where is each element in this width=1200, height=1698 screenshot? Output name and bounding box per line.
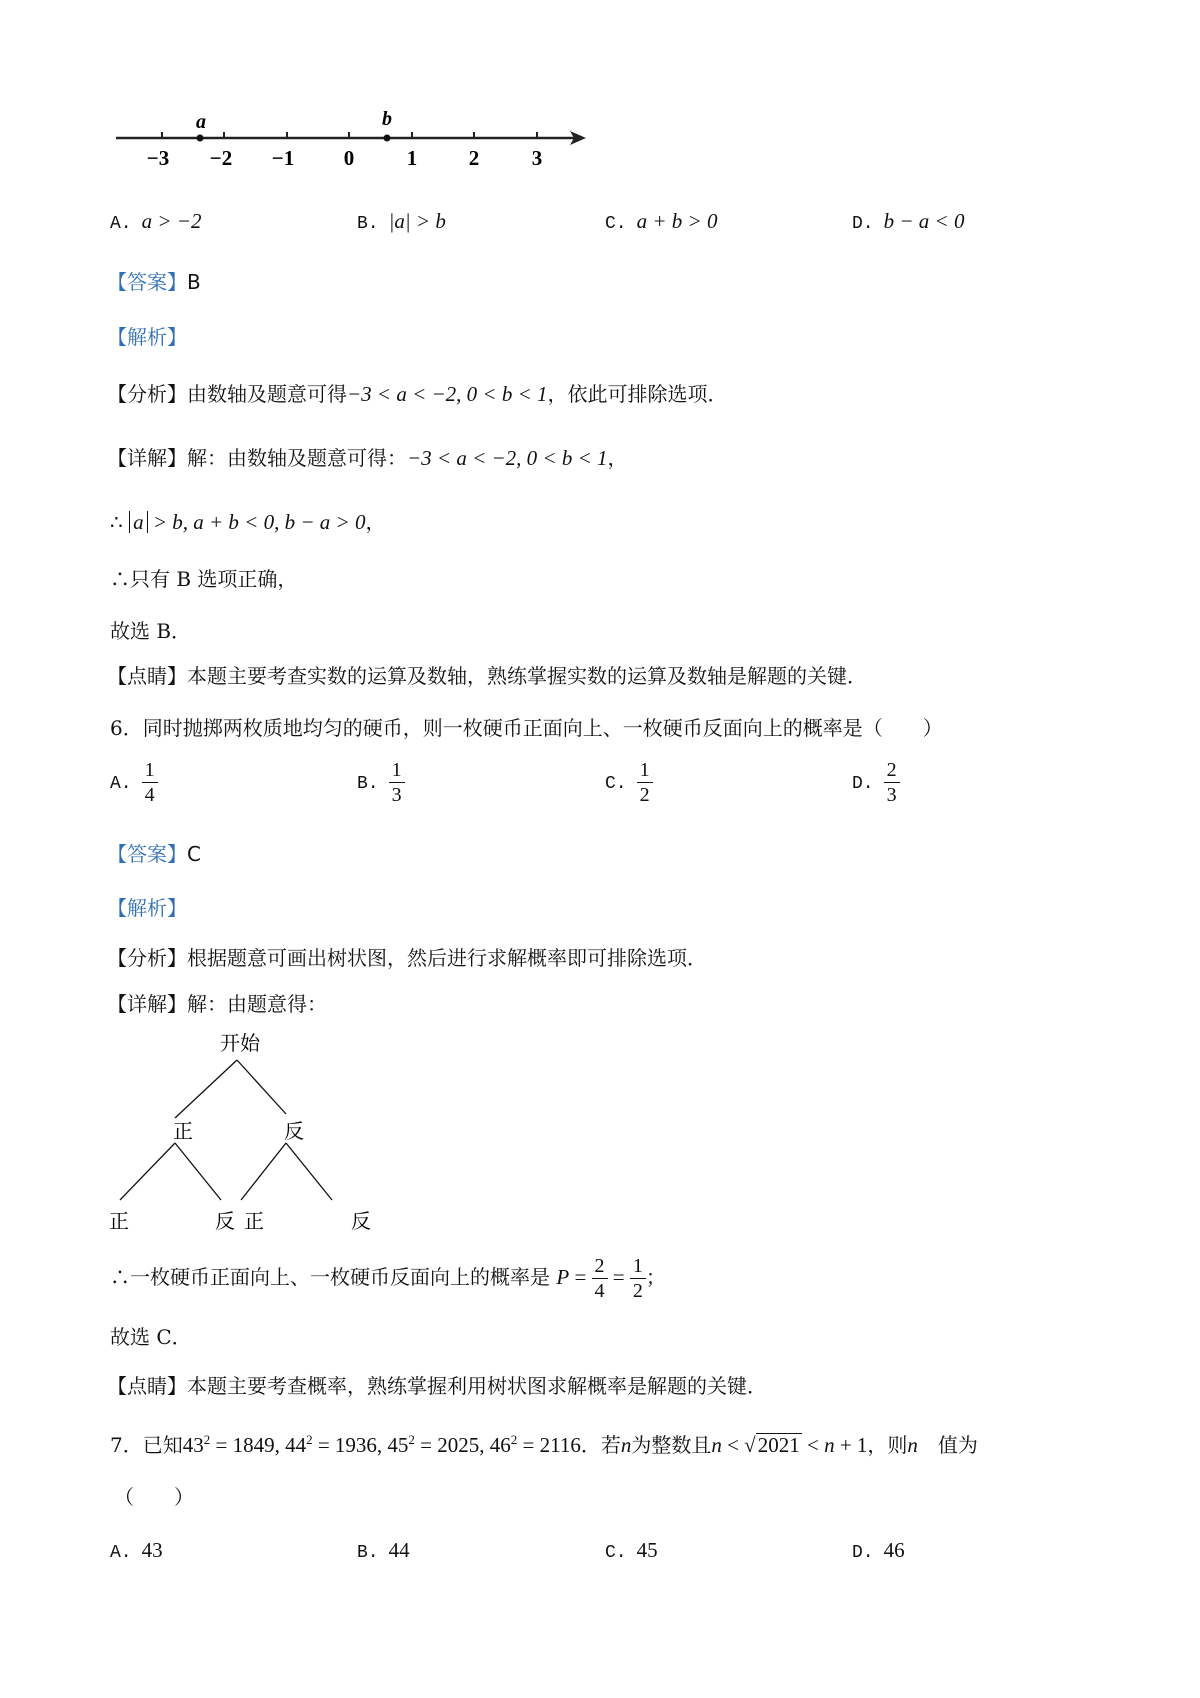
tick-label: 1 [406, 146, 418, 170]
tree-leaf: 反 [351, 1211, 371, 1233]
q6-option-c: C. $\frac{1}{2}$ [605, 758, 653, 807]
q7-paren: （ ） [114, 1485, 194, 1509]
point-a [197, 135, 204, 142]
point-b-label: b [382, 110, 392, 130]
q7-stem: 7．已知$43^2 = 1849$, $44^2 = 1936$, $45^2 = 2025$, $46^2 = 2116$．若n为整数且n < √2021 < n + 1，则n 值为 [110, 1432, 978, 1457]
q5-option-a: A. a > −2 [110, 209, 202, 234]
tick-label: 2 [468, 146, 480, 170]
q5-dianjing: 【点睛】本题主要考查实数的运算及数轴，熟练掌握实数的运算及数轴是解题的关键． [107, 664, 867, 688]
q5-fenxi: 【分析】由数轴及题意可得−3 < a < −2, 0 < b < 1，依此可排除选项． [107, 382, 728, 406]
q5-option-b: B. |a| > b [357, 209, 446, 234]
tick-label: 0 [343, 146, 355, 170]
q6-dianjing: 【点睛】本题主要考查概率，熟练掌握利用树状图求解概率是解题的关键． [107, 1374, 767, 1398]
q5-option-d: D. b − a < 0 [852, 209, 965, 234]
tree-root: 开始 [220, 1033, 260, 1055]
q6-option-a: A. $\frac{1}{4}$ [110, 758, 158, 807]
point-b [384, 135, 391, 142]
tick-label: −1 [271, 146, 295, 170]
q6-stem: 6．同时抛掷两枚质地均匀的硬币，则一枚硬币正面向上、一枚硬币反面向上的概率是（ ） [110, 716, 943, 740]
point-a-label: a [196, 111, 206, 133]
q6-result: ∴一枚硬币正面向上、一枚硬币反面向上的概率是 P = $\frac{2}{4}$ = $\frac{1}{2}$ ； [110, 1255, 666, 1302]
tree-diagram [100, 1030, 400, 1245]
q7-option-d: D. 46 [852, 1538, 905, 1563]
q7-option-a: A. 43 [110, 1538, 163, 1563]
tick-label: −3 [146, 146, 170, 170]
q6-choose: 故选 C． [110, 1325, 192, 1349]
q7-option-b: B. 44 [357, 1538, 410, 1563]
q6-xiangjie: 【详解】解：由题意得： [107, 992, 327, 1016]
q5-analysis-tag: 【解析】 [107, 325, 187, 349]
tree-leaf: 正 [109, 1211, 129, 1233]
q5-therefore-1: ∴ a > b, a + b < 0, b − a > 0， [110, 510, 386, 534]
q6-answer: 【答案】C [107, 842, 201, 866]
tree-leaf: 正 [244, 1211, 264, 1233]
tick-label: −2 [209, 146, 233, 170]
tick-label: 3 [531, 146, 543, 170]
tree-node: 正 [173, 1121, 193, 1143]
q6-analysis-tag: 【解析】 [107, 896, 187, 920]
q5-option-c: C. a + b > 0 [605, 209, 718, 234]
q6-option-d: D. $\frac{2}{3}$ [852, 758, 900, 807]
q5-xiangjie: 【详解】解：由数轴及题意可得：−3 < a < −2, 0 < b < 1， [107, 446, 628, 470]
q6-fenxi: 【分析】根据题意可画出树状图，然后进行求解概率即可排除选项． [107, 946, 707, 970]
q5-choose: 故选 B． [110, 619, 192, 643]
tree-node: 反 [284, 1121, 304, 1143]
tree-leaf: 反 [215, 1211, 235, 1233]
q5-answer: 【答案】B [107, 270, 201, 294]
number-line-figure [110, 110, 590, 170]
q7-option-c: C. 45 [605, 1538, 658, 1563]
q5-therefore-2: ∴只有 B 选项正确， [110, 567, 298, 591]
q6-option-b: B. $\frac{1}{3}$ [357, 758, 405, 807]
